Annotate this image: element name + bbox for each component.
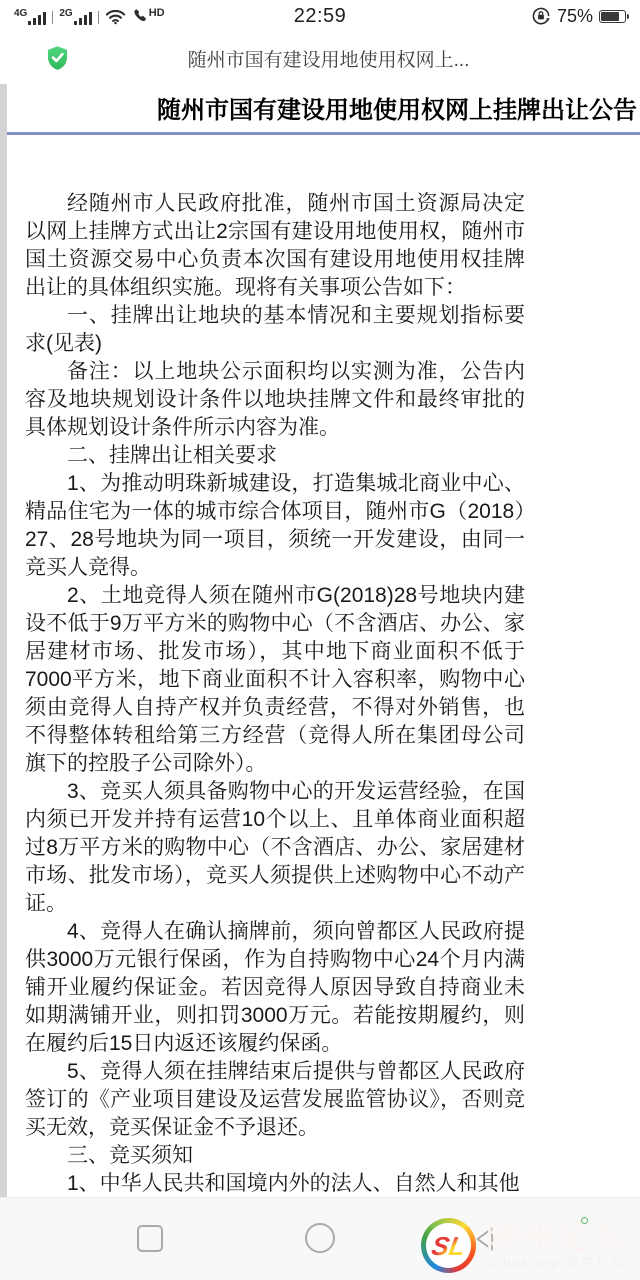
document-paragraph: 5、竞得人须在挂牌结束后提供与曾都区人民政府签订的《产业项目建设及运营发展监管协议》，否则竞买无效，竞买保证金不予退还。 <box>25 1060 525 1139</box>
hd-call-icon <box>132 8 165 25</box>
rotation-lock-icon <box>531 6 551 26</box>
navigation-bar <box>0 1197 640 1280</box>
status-left-cluster <box>14 8 229 25</box>
signal-strength-sim1-icon <box>14 9 46 25</box>
document-paragraph: 二、挂牌出让相关要求 <box>67 444 277 467</box>
back-button[interactable] <box>472 1225 498 1253</box>
recent-apps-button[interactable] <box>137 1225 163 1252</box>
status-bar <box>0 0 640 32</box>
document-paragraph: 经随州市人民政府批准，随州市国土资源局决定以网上挂牌方式出让2宗国有建设用地使用权，随州市国土资源交易中心负责本次国有建设用地使用权挂牌出让的具体组织实施。现将有关事项公告如下： <box>25 192 525 299</box>
status-separator <box>52 11 53 24</box>
sim1-network-label: 4G <box>14 7 28 19</box>
page-title: 随州市国有建设用地使用权网上... <box>187 49 470 71</box>
battery-percent: 75% <box>556 5 593 26</box>
forum-watermark <box>421 1218 630 1273</box>
wifi-icon <box>105 8 126 25</box>
document-view <box>0 84 640 1197</box>
battery-icon <box>599 10 626 23</box>
document-paragraph: 2、土地竞得人须在随州市G(2018)28号地块内建设不低于9万平方米的购物中心（不含酒店、办公、家居建材市场、批发市场），其中地下商业面积不低于7000平方米，地下商业面积不计入容积率，购物中心须由竞得人自持产权并负责经营，不得对外销售，也不得整体转租给第三方经营（竞得人所在集团母公司旗下的控股子公司除外）。 <box>25 584 525 775</box>
document-paragraph: 3、竞买人须具备购物中心的开发运营经验，在国内须已开发并持有运营10个以上、且单体商业面积超过8万平方米的购物中心（不含酒店、办公、家居建材市场、批发市场），竞买人须提供上述购物中心不动产证。 <box>25 780 525 915</box>
security-shield-icon[interactable] <box>44 44 71 72</box>
document-body <box>7 135 640 1197</box>
signal-strength-sim2-icon <box>59 9 91 25</box>
forum-logo-icon <box>421 1218 476 1273</box>
document-paragraph: 三、竞买须知 <box>67 1144 193 1167</box>
forum-logo-letters: SL <box>429 1230 468 1261</box>
hd-label: HD <box>148 6 165 19</box>
document-paragraph: 备注：以上地块公示面积均以实测为准，公告内容及地块规划设计条件以地块挂牌文件和最终审批的具体规划设计条件所示内容为准。 <box>25 360 525 439</box>
page-edge-strip <box>0 84 7 1197</box>
status-separator <box>98 11 99 24</box>
forum-name: 随州论坛 <box>486 1219 630 1256</box>
status-right-cluster <box>411 6 626 27</box>
document-paragraph: 1、为推动明珠新城建设，打造集城北商业中心、精品住宅为一体的城市综合体项目，随州市G（2018）27、28号地块为同一项目，须统一开发建设，由同一竞买人竞得。 <box>25 472 525 579</box>
forum-subtitle: szbbs.org 民生论坛 <box>486 1255 626 1270</box>
document-paragraph: 1、中华人民共和国境内外的法人、自然人和其他 <box>67 1172 520 1195</box>
document-paragraph: 4、竞得人在确认摘牌前，须向曾都区人民政府提供3000万元银行保函，作为自持购物中心24个月内满铺开业履约保证金。若因竞得人原因导致自持商业未如期满铺开业，则扣罚3000万元。若能按期履约，则在履约后15日内返还该履约保函。 <box>25 920 525 1055</box>
document-paragraph: 一、挂牌出让地块的基本情况和主要规划指标要求(见表) <box>25 304 525 355</box>
forum-watermark-text <box>486 1221 630 1270</box>
home-button[interactable] <box>305 1223 335 1253</box>
registered-mark-icon <box>581 1217 588 1224</box>
clock: 22:59 <box>293 4 347 27</box>
sim2-network-label: 2G <box>59 7 73 19</box>
app-bar <box>0 32 640 84</box>
document-title: 随州市国有建设用地使用权网上挂牌出让公告 <box>157 97 637 124</box>
